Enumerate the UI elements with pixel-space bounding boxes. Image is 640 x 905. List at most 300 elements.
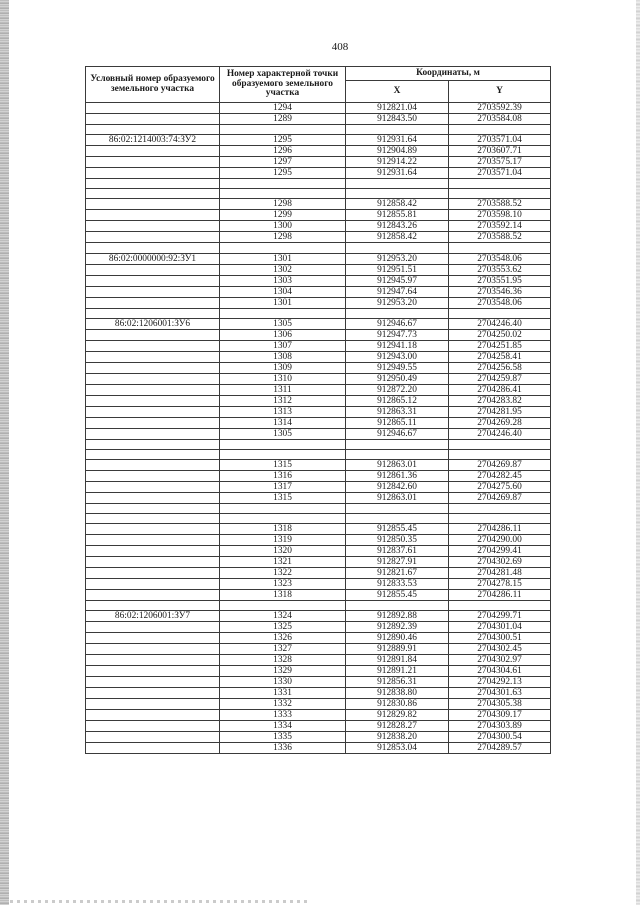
cell-y: 2704281.48 xyxy=(449,568,551,579)
cell-x xyxy=(346,439,449,449)
cell-x: 912843.26 xyxy=(346,221,449,232)
cell-x: 912890.46 xyxy=(346,633,449,644)
table-row xyxy=(86,622,551,633)
cell-point: 1308 xyxy=(220,351,346,362)
table-row xyxy=(86,557,551,568)
cell-point: 1307 xyxy=(220,340,346,351)
cell-x: 912865.11 xyxy=(346,417,449,428)
cell-point: 1294 xyxy=(220,103,346,114)
cell-point: 1317 xyxy=(220,481,346,492)
cell-x: 912949.55 xyxy=(346,362,449,373)
cell-y: 2704302.69 xyxy=(449,557,551,568)
cell-y: 2704286.41 xyxy=(449,384,551,395)
cell-y xyxy=(449,308,551,318)
cell-x: 912843.50 xyxy=(346,114,449,125)
cell-parcel xyxy=(86,590,220,601)
cell-parcel xyxy=(86,103,220,114)
cell-x: 912953.20 xyxy=(346,297,449,308)
cell-y xyxy=(449,449,551,459)
cell-parcel xyxy=(86,373,220,384)
cell-y: 2704309.17 xyxy=(449,710,551,721)
cell-parcel xyxy=(86,622,220,633)
cell-point: 1330 xyxy=(220,677,346,688)
table-row xyxy=(86,210,551,221)
cell-parcel xyxy=(86,157,220,168)
cell-x xyxy=(346,308,449,318)
cell-point: 1298 xyxy=(220,232,346,243)
cell-y xyxy=(449,514,551,524)
cell-parcel xyxy=(86,601,220,611)
table-body xyxy=(86,103,551,754)
cell-point: 1302 xyxy=(220,264,346,275)
cell-point: 1304 xyxy=(220,286,346,297)
cell-y: 2704302.45 xyxy=(449,644,551,655)
cell-point: 1300 xyxy=(220,221,346,232)
cell-y: 2704275.60 xyxy=(449,481,551,492)
cell-x: 912833.53 xyxy=(346,579,449,590)
table-row xyxy=(86,546,551,557)
cell-point xyxy=(220,514,346,524)
cell-y: 2704302.97 xyxy=(449,655,551,666)
table-row xyxy=(86,721,551,732)
cell-x: 912838.20 xyxy=(346,732,449,743)
table-row xyxy=(86,373,551,384)
cell-point: 1298 xyxy=(220,199,346,210)
cell-x: 912838.80 xyxy=(346,688,449,699)
table-row xyxy=(86,503,551,513)
cell-point: 1310 xyxy=(220,373,346,384)
cell-point: 1296 xyxy=(220,146,346,157)
cell-point xyxy=(220,189,346,199)
cell-point xyxy=(220,601,346,611)
cell-point: 1336 xyxy=(220,743,346,754)
cell-y: 2704258.41 xyxy=(449,351,551,362)
cell-point: 1295 xyxy=(220,168,346,179)
cell-parcel: 86:02:1206001:ЗУ7 xyxy=(86,611,220,622)
table-row xyxy=(86,535,551,546)
cell-x: 912931.64 xyxy=(346,135,449,146)
cell-y: 2704304.61 xyxy=(449,666,551,677)
table-row xyxy=(86,644,551,655)
cell-x: 912829.82 xyxy=(346,710,449,721)
cell-x: 912872.20 xyxy=(346,384,449,395)
header-point: Номер характерной точки образуемого земельного участка xyxy=(220,67,346,103)
cell-x xyxy=(346,243,449,253)
cell-y: 2704300.54 xyxy=(449,732,551,743)
cell-parcel xyxy=(86,503,220,513)
cell-x: 912821.67 xyxy=(346,568,449,579)
cell-parcel xyxy=(86,535,220,546)
cell-x: 912837.61 xyxy=(346,546,449,557)
cell-y xyxy=(449,601,551,611)
cell-y xyxy=(449,189,551,199)
cell-point: 1335 xyxy=(220,732,346,743)
cell-point: 1297 xyxy=(220,157,346,168)
cell-y: 2704289.57 xyxy=(449,743,551,754)
cell-point: 1289 xyxy=(220,114,346,125)
cell-point xyxy=(220,125,346,135)
cell-y: 2704283.82 xyxy=(449,395,551,406)
table-row xyxy=(86,633,551,644)
cell-parcel xyxy=(86,428,220,439)
cell-point xyxy=(220,449,346,459)
table-row xyxy=(86,243,551,253)
cell-y: 2704299.71 xyxy=(449,611,551,622)
scan-edge-left xyxy=(0,0,9,905)
cell-x: 912855.81 xyxy=(346,210,449,221)
cell-point: 1295 xyxy=(220,135,346,146)
table-row xyxy=(86,264,551,275)
table-row xyxy=(86,114,551,125)
table-row xyxy=(86,590,551,601)
cell-x xyxy=(346,503,449,513)
cell-y: 2704299.41 xyxy=(449,546,551,557)
cell-y: 2703598.10 xyxy=(449,210,551,221)
cell-y: 2704305.38 xyxy=(449,699,551,710)
cell-parcel xyxy=(86,568,220,579)
table-row xyxy=(86,732,551,743)
cell-parcel xyxy=(86,168,220,179)
cell-y: 2703588.52 xyxy=(449,232,551,243)
cell-parcel xyxy=(86,351,220,362)
cell-point: 1301 xyxy=(220,297,346,308)
cell-y: 2704269.87 xyxy=(449,459,551,470)
cell-point: 1324 xyxy=(220,611,346,622)
cell-y: 2703553.62 xyxy=(449,264,551,275)
cell-parcel xyxy=(86,449,220,459)
table-row xyxy=(86,384,551,395)
cell-point: 1321 xyxy=(220,557,346,568)
cell-x: 912951.51 xyxy=(346,264,449,275)
header-y: Y xyxy=(449,81,551,103)
table-row xyxy=(86,395,551,406)
cell-y: 2704281.95 xyxy=(449,406,551,417)
table-row xyxy=(86,710,551,721)
cell-point: 1312 xyxy=(220,395,346,406)
cell-y: 2704286.11 xyxy=(449,524,551,535)
cell-x xyxy=(346,179,449,189)
cell-x xyxy=(346,125,449,135)
cell-y: 2704269.87 xyxy=(449,492,551,503)
cell-parcel: 86:02:1214003:74:ЗУ2 xyxy=(86,135,220,146)
cell-y: 2704301.63 xyxy=(449,688,551,699)
cell-x: 912861.36 xyxy=(346,470,449,481)
cell-point: 1303 xyxy=(220,275,346,286)
cell-point xyxy=(220,179,346,189)
cell-point: 1315 xyxy=(220,492,346,503)
table-row xyxy=(86,103,551,114)
table-row xyxy=(86,297,551,308)
cell-x: 912850.35 xyxy=(346,535,449,546)
cell-point xyxy=(220,243,346,253)
table-row xyxy=(86,189,551,199)
cell-y: 2704303.89 xyxy=(449,721,551,732)
cell-point: 1331 xyxy=(220,688,346,699)
cell-point: 1334 xyxy=(220,721,346,732)
cell-y: 2704290.00 xyxy=(449,535,551,546)
table-row xyxy=(86,601,551,611)
cell-y: 2703546.36 xyxy=(449,286,551,297)
cell-x: 912891.21 xyxy=(346,666,449,677)
table-row xyxy=(86,199,551,210)
cell-parcel: 86:02:0000000:92:ЗУ1 xyxy=(86,253,220,264)
cell-y xyxy=(449,179,551,189)
table-row xyxy=(86,666,551,677)
cell-y: 2704301.04 xyxy=(449,622,551,633)
cell-x: 912863.31 xyxy=(346,406,449,417)
cell-point: 1299 xyxy=(220,210,346,221)
cell-x: 912946.67 xyxy=(346,428,449,439)
cell-x: 912855.45 xyxy=(346,590,449,601)
cell-y: 2703571.04 xyxy=(449,135,551,146)
table-row xyxy=(86,340,551,351)
cell-x: 912830.86 xyxy=(346,699,449,710)
cell-parcel xyxy=(86,546,220,557)
cell-parcel xyxy=(86,688,220,699)
cell-x: 912856.31 xyxy=(346,677,449,688)
cell-parcel xyxy=(86,666,220,677)
cell-point: 1301 xyxy=(220,253,346,264)
table-row xyxy=(86,688,551,699)
cell-parcel xyxy=(86,557,220,568)
cell-point: 1305 xyxy=(220,318,346,329)
cell-x xyxy=(346,514,449,524)
cell-y: 2703588.52 xyxy=(449,199,551,210)
cell-x: 912858.42 xyxy=(346,232,449,243)
cell-point: 1305 xyxy=(220,428,346,439)
cell-y: 2704246.40 xyxy=(449,428,551,439)
cell-parcel xyxy=(86,264,220,275)
cell-x: 912842.60 xyxy=(346,481,449,492)
cell-x: 912914.22 xyxy=(346,157,449,168)
table-row xyxy=(86,221,551,232)
table-row xyxy=(86,428,551,439)
table-row xyxy=(86,157,551,168)
cell-parcel xyxy=(86,417,220,428)
cell-parcel xyxy=(86,384,220,395)
cell-parcel xyxy=(86,232,220,243)
table-row xyxy=(86,514,551,524)
cell-point: 1325 xyxy=(220,622,346,633)
table-row xyxy=(86,743,551,754)
cell-y xyxy=(449,439,551,449)
cell-x: 912858.42 xyxy=(346,199,449,210)
table-row xyxy=(86,362,551,373)
table-row xyxy=(86,146,551,157)
cell-x xyxy=(346,189,449,199)
cell-parcel xyxy=(86,308,220,318)
table-row xyxy=(86,481,551,492)
cell-point: 1314 xyxy=(220,417,346,428)
cell-x: 912865.12 xyxy=(346,395,449,406)
table-row xyxy=(86,677,551,688)
cell-x: 912863.01 xyxy=(346,459,449,470)
cell-parcel xyxy=(86,732,220,743)
table-row xyxy=(86,168,551,179)
cell-point xyxy=(220,503,346,513)
header-x: X xyxy=(346,81,449,103)
cell-point: 1313 xyxy=(220,406,346,417)
cell-point: 1320 xyxy=(220,546,346,557)
cell-y: 2703548.06 xyxy=(449,297,551,308)
cell-parcel xyxy=(86,439,220,449)
cell-y: 2704300.51 xyxy=(449,633,551,644)
page-number: 408 xyxy=(331,41,349,53)
cell-parcel xyxy=(86,221,220,232)
header-coordinates: Координаты, м xyxy=(346,67,551,81)
table-row xyxy=(86,492,551,503)
table-row xyxy=(86,406,551,417)
cell-x: 912827.91 xyxy=(346,557,449,568)
table-row xyxy=(86,253,551,264)
cell-y: 2704282.45 xyxy=(449,470,551,481)
cell-point: 1316 xyxy=(220,470,346,481)
cell-x: 912945.97 xyxy=(346,275,449,286)
cell-x: 912892.88 xyxy=(346,611,449,622)
cell-point: 1329 xyxy=(220,666,346,677)
cell-x xyxy=(346,601,449,611)
cell-point: 1328 xyxy=(220,655,346,666)
table-row xyxy=(86,655,551,666)
cell-parcel xyxy=(86,210,220,221)
cell-parcel xyxy=(86,579,220,590)
cell-parcel xyxy=(86,114,220,125)
cell-y xyxy=(449,243,551,253)
cell-parcel xyxy=(86,189,220,199)
cell-point: 1326 xyxy=(220,633,346,644)
cell-point: 1323 xyxy=(220,579,346,590)
header-parcel: Условный номер образуемого земельного участка xyxy=(86,67,220,103)
cell-parcel xyxy=(86,275,220,286)
table-row xyxy=(86,232,551,243)
cell-parcel xyxy=(86,125,220,135)
cell-x: 912889.91 xyxy=(346,644,449,655)
cell-point xyxy=(220,308,346,318)
cell-parcel xyxy=(86,524,220,535)
cell-y: 2703571.04 xyxy=(449,168,551,179)
table-row xyxy=(86,125,551,135)
cell-parcel xyxy=(86,677,220,688)
table-row xyxy=(86,470,551,481)
cell-point: 1322 xyxy=(220,568,346,579)
cell-parcel xyxy=(86,655,220,666)
table-row xyxy=(86,351,551,362)
table-row xyxy=(86,611,551,622)
cell-point: 1332 xyxy=(220,699,346,710)
cell-parcel xyxy=(86,470,220,481)
cell-parcel xyxy=(86,743,220,754)
cell-y xyxy=(449,125,551,135)
cell-point: 1319 xyxy=(220,535,346,546)
cell-parcel xyxy=(86,721,220,732)
cell-y: 2703551.95 xyxy=(449,275,551,286)
table-row xyxy=(86,417,551,428)
cell-y: 2704292.13 xyxy=(449,677,551,688)
cell-point: 1318 xyxy=(220,590,346,601)
cell-y: 2704246.40 xyxy=(449,318,551,329)
table-row xyxy=(86,579,551,590)
table-row xyxy=(86,449,551,459)
cell-x: 912941.18 xyxy=(346,340,449,351)
cell-parcel xyxy=(86,710,220,721)
cell-x: 912821.04 xyxy=(346,103,449,114)
cell-parcel xyxy=(86,459,220,470)
cell-x: 912828.27 xyxy=(346,721,449,732)
cell-y: 2704259.87 xyxy=(449,373,551,384)
table-row xyxy=(86,275,551,286)
cell-parcel xyxy=(86,481,220,492)
cell-x: 912943.00 xyxy=(346,351,449,362)
cell-x xyxy=(346,449,449,459)
cell-parcel xyxy=(86,492,220,503)
cell-parcel xyxy=(86,633,220,644)
cell-point: 1309 xyxy=(220,362,346,373)
cell-x: 912947.73 xyxy=(346,329,449,340)
cell-y: 2703548.06 xyxy=(449,253,551,264)
cell-x: 912863.01 xyxy=(346,492,449,503)
cell-point: 1318 xyxy=(220,524,346,535)
table-row xyxy=(86,459,551,470)
cell-parcel xyxy=(86,514,220,524)
cell-x: 912892.39 xyxy=(346,622,449,633)
table-row xyxy=(86,318,551,329)
cell-parcel xyxy=(86,362,220,373)
cell-x: 912950.49 xyxy=(346,373,449,384)
cell-y xyxy=(449,503,551,513)
cell-y: 2704251.85 xyxy=(449,340,551,351)
cell-parcel xyxy=(86,406,220,417)
cell-parcel xyxy=(86,286,220,297)
cell-y: 2703575.17 xyxy=(449,157,551,168)
cell-y: 2703607.71 xyxy=(449,146,551,157)
table-row xyxy=(86,524,551,535)
cell-y: 2704250.02 xyxy=(449,329,551,340)
cell-y: 2704269.28 xyxy=(449,417,551,428)
table-row xyxy=(86,329,551,340)
cell-parcel xyxy=(86,329,220,340)
cell-parcel xyxy=(86,340,220,351)
cell-point: 1311 xyxy=(220,384,346,395)
scan-noise-bottom xyxy=(10,900,310,903)
cell-parcel xyxy=(86,395,220,406)
cell-point xyxy=(220,439,346,449)
table-row xyxy=(86,308,551,318)
cell-x: 912931.64 xyxy=(346,168,449,179)
cell-x: 912853.04 xyxy=(346,743,449,754)
cell-x: 912904.89 xyxy=(346,146,449,157)
cell-parcel xyxy=(86,243,220,253)
scan-edge-right xyxy=(636,0,640,905)
cell-parcel xyxy=(86,644,220,655)
cell-y: 2703592.14 xyxy=(449,221,551,232)
cell-y: 2704278.15 xyxy=(449,579,551,590)
table-row xyxy=(86,179,551,189)
cell-point: 1306 xyxy=(220,329,346,340)
cell-x: 912891.84 xyxy=(346,655,449,666)
cell-x: 912855.45 xyxy=(346,524,449,535)
cell-y: 2703584.08 xyxy=(449,114,551,125)
cell-parcel xyxy=(86,199,220,210)
table-row xyxy=(86,699,551,710)
cell-parcel xyxy=(86,297,220,308)
cell-y: 2704256.58 xyxy=(449,362,551,373)
cell-x: 912946.67 xyxy=(346,318,449,329)
cell-point: 1315 xyxy=(220,459,346,470)
cell-x: 912947.64 xyxy=(346,286,449,297)
cell-point: 1333 xyxy=(220,710,346,721)
cell-parcel: 86:02:1206001:ЗУ6 xyxy=(86,318,220,329)
cell-point: 1327 xyxy=(220,644,346,655)
